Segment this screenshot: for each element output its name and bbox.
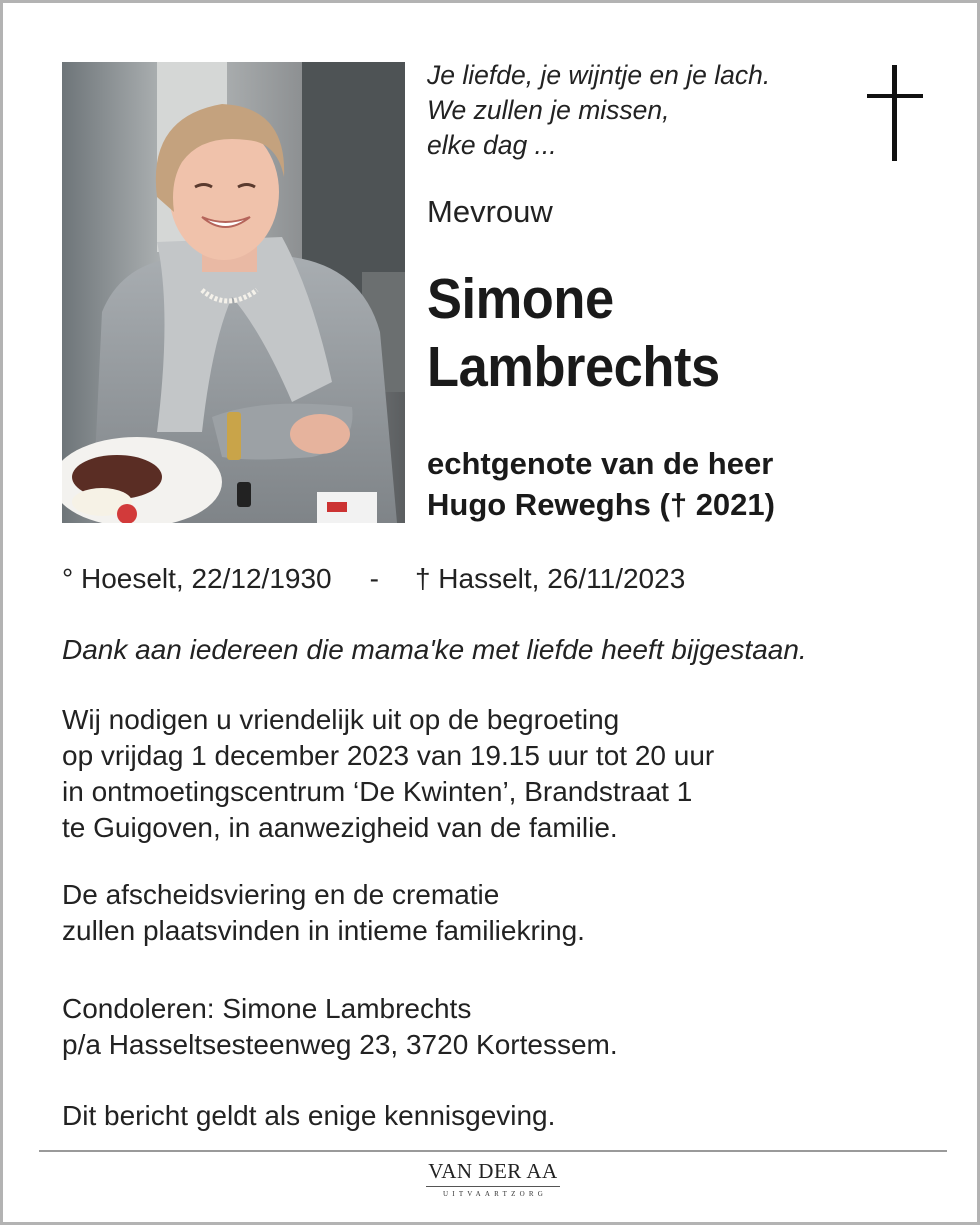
poem-line: elke dag ... xyxy=(427,130,557,160)
invitation-line: op vrijdag 1 december 2023 van 19.15 uur tot 20 uur xyxy=(62,740,715,771)
date-separator: - xyxy=(369,563,379,594)
poem-line: We zullen je missen, xyxy=(427,95,670,125)
last-name: Lambrechts xyxy=(427,335,720,399)
first-name: Simone xyxy=(427,267,614,331)
condolences-paragraph xyxy=(62,991,618,1063)
logo-name: VAN DER AA xyxy=(428,1159,558,1183)
poem-line: Je liefde, je wijntje en je lach. xyxy=(427,60,771,90)
funeral-home-logo xyxy=(393,1158,593,1199)
condolences-line: Condoleren: Simone Lambrechts xyxy=(62,993,472,1024)
portrait-photo xyxy=(62,62,405,523)
spouse-line: Hugo Reweghs († 2021) xyxy=(427,487,775,522)
spouse-line: echtgenote van de heer xyxy=(427,446,774,481)
ceremony-paragraph xyxy=(62,877,585,949)
life-dates xyxy=(62,561,685,597)
invitation-line: Wij nodigen u vriendelijk uit op de begroeting xyxy=(62,704,620,735)
deceased-name xyxy=(427,265,720,401)
thanks-line: Dank aan iedereen die mama'ke met liefde heeft bijgestaan. xyxy=(62,634,807,665)
footer-divider xyxy=(39,1150,947,1152)
closing-text xyxy=(62,1098,555,1134)
spouse-info xyxy=(427,443,775,525)
invitation-line: te Guigoven, in aanwezigheid van de familie. xyxy=(62,812,618,843)
cross-icon xyxy=(867,65,925,168)
condolences-line: p/a Hasseltsesteenweg 23, 3720 Kortessem. xyxy=(62,1029,618,1060)
ceremony-line: zullen plaatsvinden in intieme familiekring. xyxy=(62,915,585,946)
memorial-poem xyxy=(427,58,847,163)
logo-divider xyxy=(426,1186,560,1187)
death-date: † Hasselt, 26/11/2023 xyxy=(414,563,686,594)
closing-line: Dit bericht geldt als enige kennisgeving. xyxy=(62,1100,556,1131)
thanks-text xyxy=(62,632,807,668)
invitation-paragraph xyxy=(62,702,714,846)
birth-date: ° Hoeselt, 22/12/1930 xyxy=(62,563,332,594)
honorific: Mevrouw xyxy=(427,194,553,229)
invitation-line: in ontmoetingscentrum ‘De Kwinten’, Brandstraat 1 xyxy=(62,776,693,807)
ceremony-line: De afscheidsviering en de crematie xyxy=(62,879,500,910)
logo-subtitle: UITVAARTZORG xyxy=(443,1190,547,1198)
